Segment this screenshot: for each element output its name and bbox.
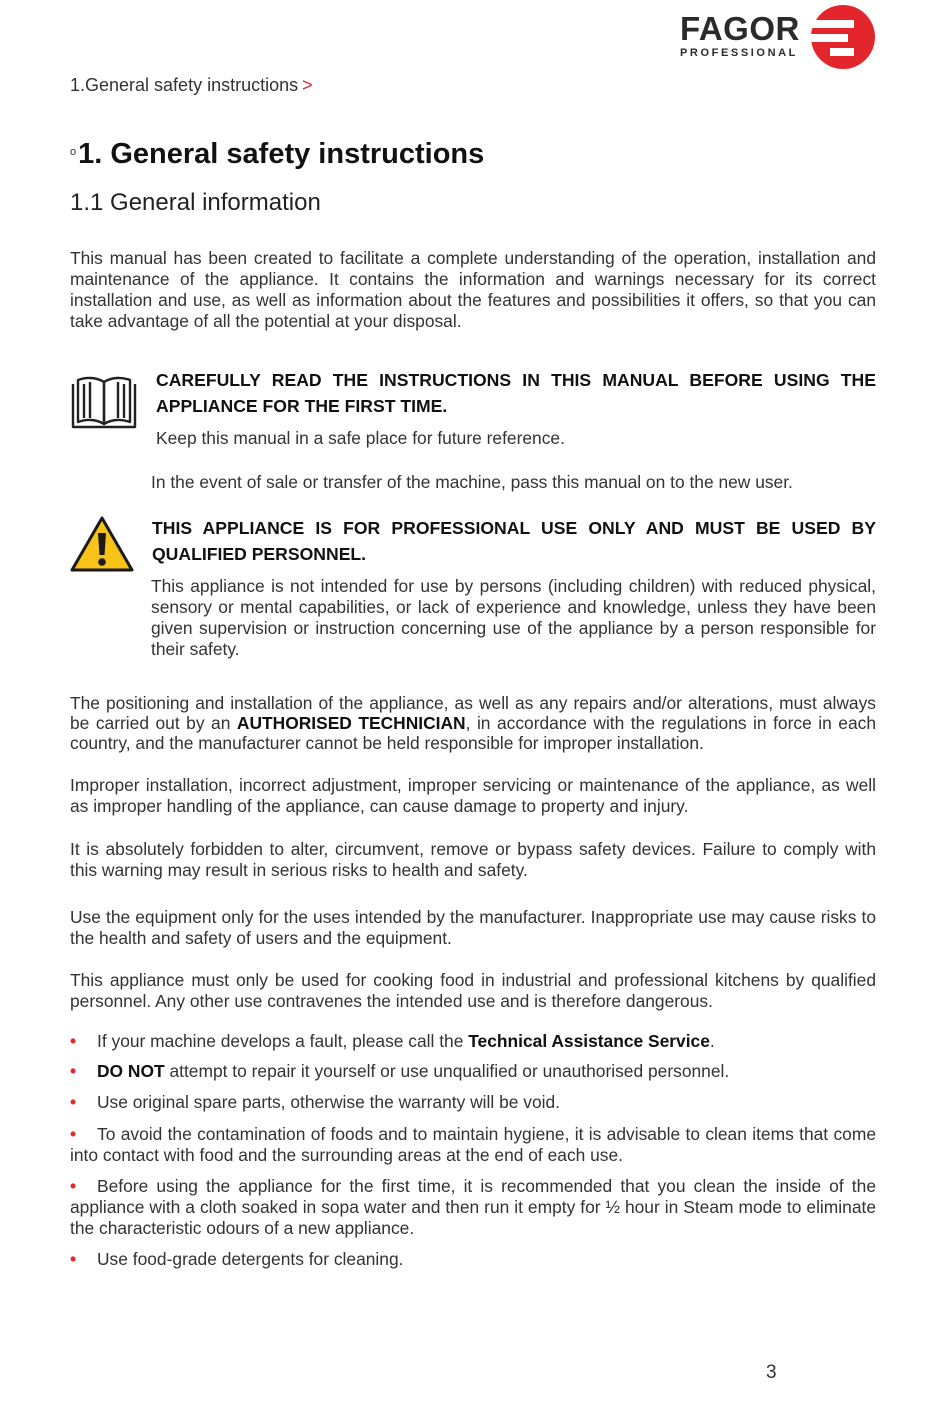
- bullet-text: To avoid the contamination of foods and to maintain hygiene, it is advisable to clean items that come into contact with food and the surrounding areas at the end of each use.: [70, 1124, 876, 1165]
- list-item: [70, 1061, 876, 1082]
- cooking-paragraph: This appliance must only be used for cooking food in industrial and professional kitchens by qualified personnel. Any other use contravenes the intended use and is therefore dangerous.: [70, 970, 876, 1011]
- brand-sub: PROFESSIONAL: [680, 47, 798, 59]
- list-item: [70, 1124, 876, 1166]
- bullet-icon: •: [70, 1249, 77, 1269]
- bullet-icon: •: [70, 1061, 77, 1081]
- list-item: [70, 1176, 876, 1239]
- technical-assistance-text: Technical Assistance Service: [468, 1031, 710, 1051]
- page-number: 3: [766, 1362, 777, 1383]
- read-notice-heading: CAREFULLY READ THE INSTRUCTIONS IN THIS MANUAL BEFORE USING THE APPLIANCE FOR THE FIRST TIME.: [156, 370, 876, 416]
- bullet-icon: •: [70, 1031, 77, 1051]
- breadcrumb: [70, 74, 313, 96]
- intro-paragraph: This manual has been created to facilitate a complete understanding of the operation, installation and maintenance of the appliance. It contains the information and warnings necessary for its correct installation and use, as well as information about the features and possibilities it offers, so that you can take advantage of all the potential at your disposal.: [70, 248, 876, 331]
- authorised-technician-text: AUTHORISED TECHNICIAN: [236, 713, 466, 733]
- bullet-text: If your machine develops a fault, please call the: [97, 1031, 469, 1051]
- bullet-icon: •: [70, 1092, 77, 1112]
- open-book-icon: [70, 374, 138, 430]
- brand-logo: [676, 4, 876, 68]
- breadcrumb-arrow: >: [302, 75, 313, 95]
- subsection-title: 1.1 General information: [70, 189, 321, 216]
- do-not-text: DO NOT: [97, 1061, 165, 1081]
- fagor-logo-mark-icon: [810, 4, 876, 70]
- list-item: [70, 1031, 876, 1052]
- title-marker: o: [70, 146, 77, 158]
- keep-manual-text: Keep this manual in a safe place for future reference.: [156, 428, 565, 448]
- positioning-text-a: The positioning and installation of the appliance, as well as any repairs and/or alterations, must always be carried out by an: [70, 693, 876, 733]
- brand-name: FAGOR: [680, 10, 800, 47]
- bullet-icon: •: [70, 1176, 77, 1196]
- positioning-text-b: , in accordance with the regulations in force in each country, and the manufacturer cannot be held responsible for improper installation.: [70, 713, 877, 753]
- bullet-text: Use original spare parts, otherwise the warranty will be void.: [97, 1092, 560, 1112]
- bullet-text-end: .: [709, 1031, 715, 1051]
- bullet-text: Before using the appliance for the first time, it is recommended that you clean the inside of the appliance with a cloth soaked in sopa water and then run it empty for ½ hour in Steam mode to eliminate the characteristic odours of a new appliance.: [70, 1176, 876, 1238]
- bullet-icon: •: [70, 1124, 77, 1144]
- forbidden-paragraph: It is absolutely forbidden to alter, circumvent, remove or bypass safety devices. Failure to comply with this warning may result in serious risks to health and safety.: [70, 839, 876, 880]
- intended-use-paragraph: Use the equipment only for the uses intended by the manufacturer. Inappropriate use may cause risks to the health and safety of users and the equipment.: [70, 907, 876, 948]
- bullet-text: Use food-grade detergents for cleaning.: [97, 1249, 404, 1269]
- improper-paragraph: Improper installation, incorrect adjustment, improper servicing or maintenance of the appliance, as well as improper handling of the appliance, can cause damage to property and injury.: [70, 775, 876, 816]
- bullet-text: attempt to repair it yourself or use unqualified or unauthorised personnel.: [164, 1061, 730, 1081]
- warning-triangle-icon: [69, 515, 135, 573]
- warning-body: This appliance is not intended for use by persons (including children) with reduced physical, sensory or mental capabilities, or lack of experience and knowledge, unless they have been given supervision or instruction concerning use of the appliance by a person responsible for their safety.: [151, 576, 876, 659]
- list-item: [70, 1249, 876, 1270]
- page-title: [70, 134, 484, 172]
- warning-heading: THIS APPLIANCE IS FOR PROFESSIONAL USE ONLY AND MUST BE USED BY QUALIFIED PERSONNEL.: [152, 518, 876, 564]
- transfer-manual-text: In the event of sale or transfer of the machine, pass this manual on to the new user.: [151, 472, 793, 492]
- section-title: 1. General safety instructions: [78, 138, 485, 170]
- breadcrumb-text[interactable]: 1.General safety instructions: [70, 75, 299, 95]
- list-item: [70, 1092, 876, 1113]
- positioning-paragraph: [70, 693, 876, 753]
